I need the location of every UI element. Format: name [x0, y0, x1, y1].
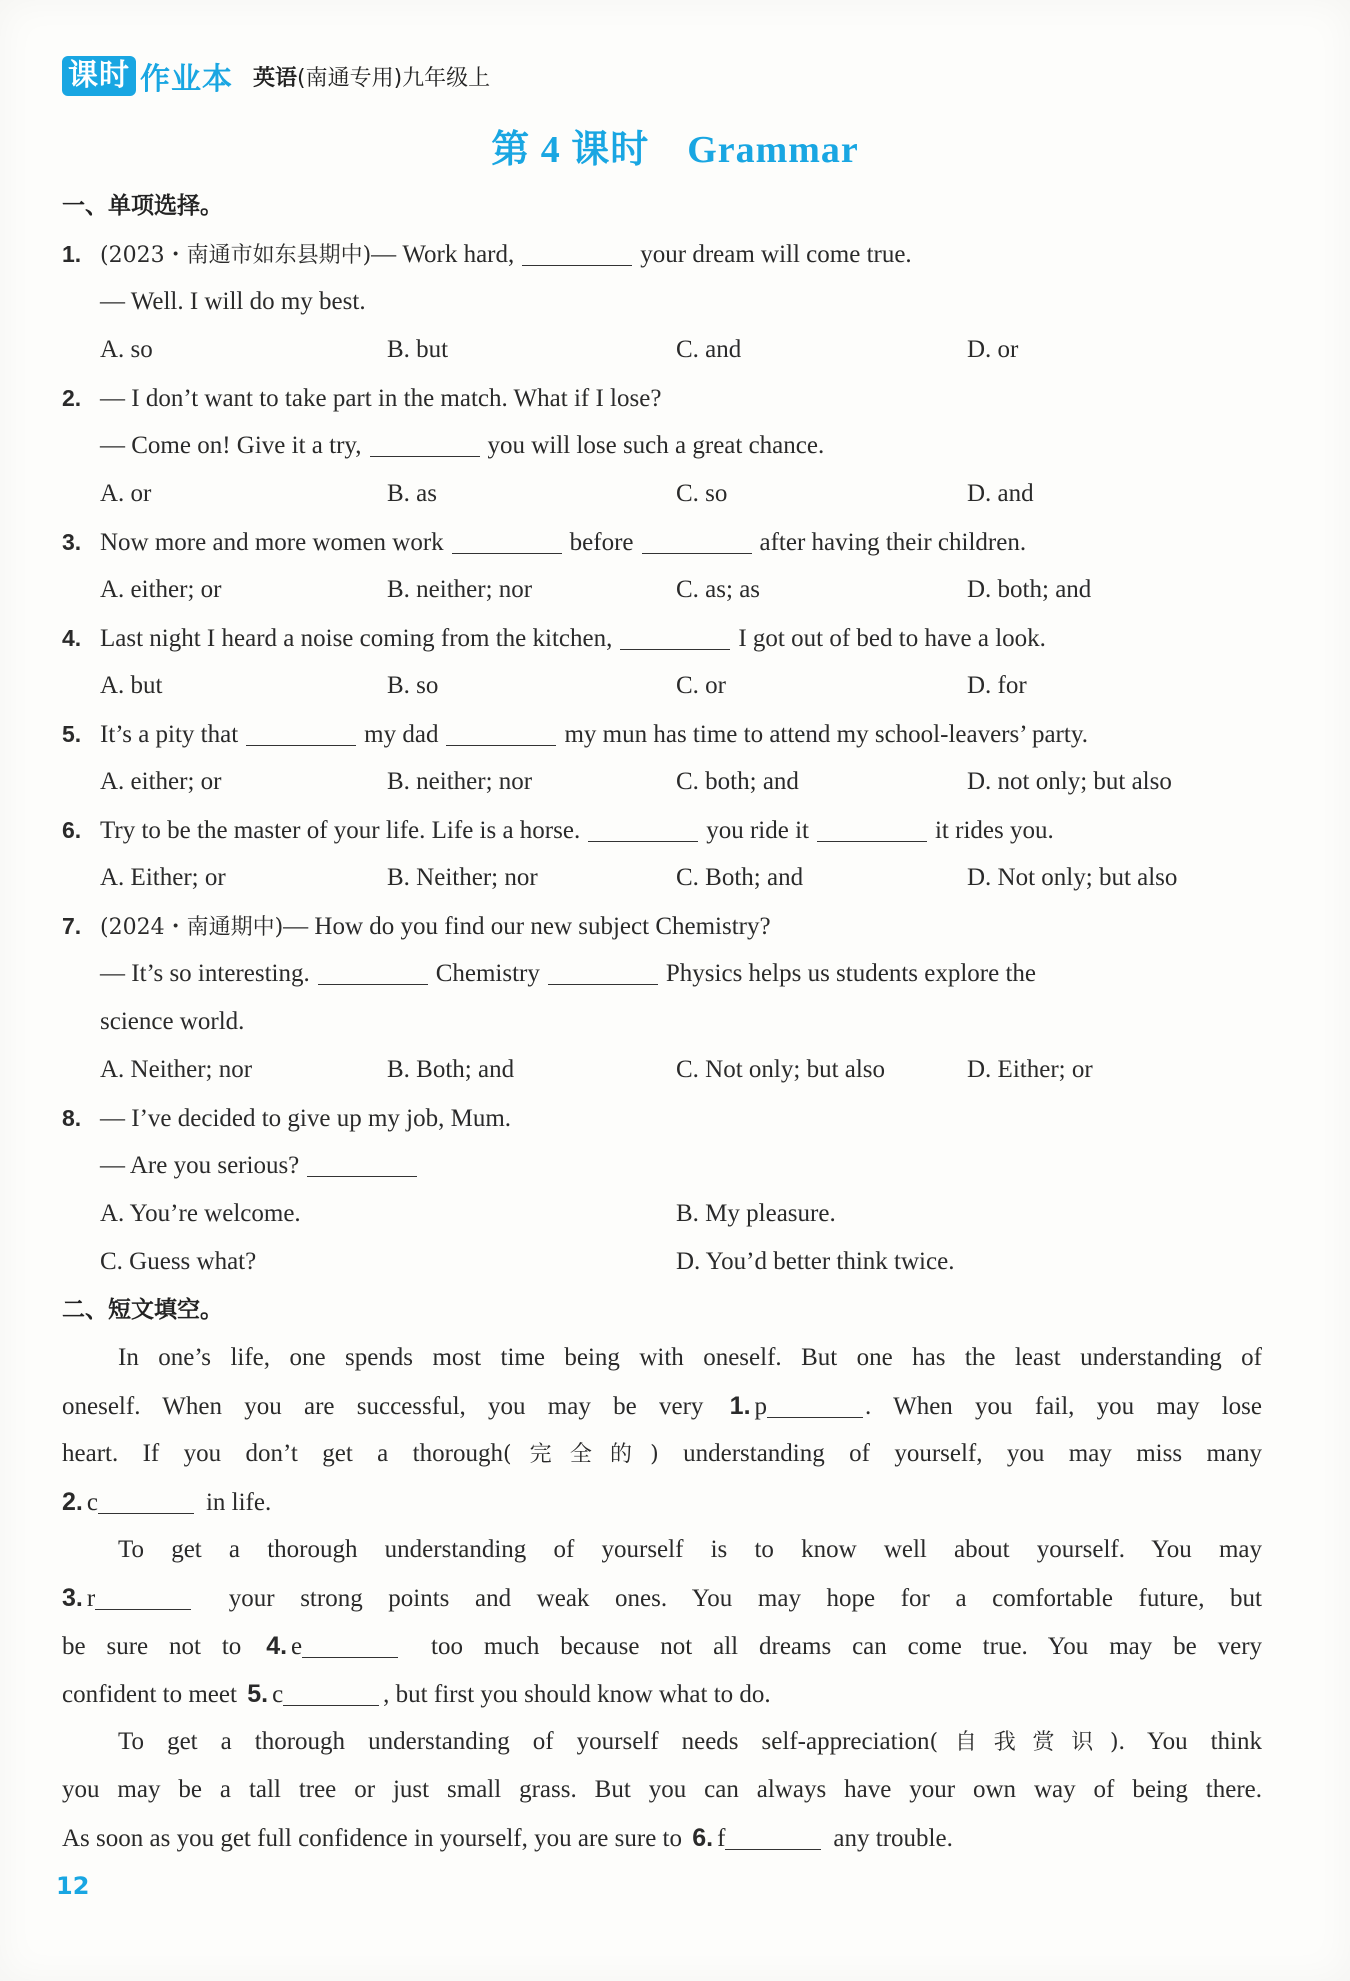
option-b[interactable]: B. neither; nor — [387, 768, 533, 795]
answer-blank[interactable] — [95, 1585, 191, 1610]
option-a[interactable]: A. either; or — [100, 768, 222, 795]
question-text: — Are you serious? — [100, 1152, 300, 1179]
option-b[interactable]: B. but — [387, 336, 449, 363]
option-c[interactable]: C. so — [676, 480, 728, 507]
passage-text: too much because not all dreams can come true. You may be very — [431, 1633, 1263, 1660]
blank-number: 3. — [62, 1584, 83, 1612]
question-2-reply — [62, 422, 1262, 470]
passage-line — [62, 1574, 1262, 1622]
question-6 — [62, 806, 1262, 854]
subject-name: 英语 — [253, 65, 298, 91]
question-1-options — [62, 326, 1262, 374]
passage-text: understanding of yourself, you may miss many — [683, 1440, 1263, 1467]
option-d[interactable]: D. not only; but also — [967, 768, 1172, 795]
option-d[interactable]: D. both; and — [967, 576, 1092, 603]
passage-line: you may be a tall tree or just small grass. But you can always have your own way of being there. — [62, 1776, 1262, 1803]
passage-line: In one’s life, one spends most time being with oneself. But one has the least understanding of — [118, 1344, 1262, 1371]
question-text: you ride it — [706, 817, 809, 844]
subject-note: (南通专用)九年级上 — [297, 65, 491, 91]
question-number: 7. — [62, 913, 82, 939]
option-d[interactable]: D. Not only; but also — [967, 864, 1178, 891]
blank-hint: c — [86, 1489, 98, 1516]
answer-blank[interactable] — [446, 721, 556, 746]
question-text: Physics helps us students explore the — [665, 960, 1036, 987]
question-3-options — [62, 566, 1262, 614]
answer-blank[interactable] — [588, 817, 698, 842]
option-b[interactable]: B. My pleasure. — [676, 1200, 836, 1227]
answer-blank[interactable] — [767, 1393, 863, 1418]
blank-hint: c — [272, 1681, 284, 1708]
question-text: Now more and more women work — [100, 529, 444, 556]
passage-line — [62, 1718, 1262, 1766]
passage-line — [62, 1814, 1262, 1862]
header-subject — [253, 61, 490, 92]
question-number: 5. — [62, 721, 82, 747]
passage-text: any trouble. — [833, 1825, 953, 1852]
passage-text: in life. — [205, 1489, 272, 1516]
question-text: before — [569, 529, 634, 556]
answer-blank[interactable] — [620, 625, 730, 650]
option-a[interactable]: A. Either; or — [100, 864, 226, 891]
option-b[interactable]: B. Neither; nor — [387, 864, 538, 891]
question-8-reply — [62, 1142, 1262, 1190]
passage-text: . You think — [1118, 1728, 1263, 1755]
logo-text: 作业本 — [140, 62, 233, 97]
option-c[interactable]: C. or — [676, 672, 726, 699]
question-7 — [62, 902, 1262, 950]
answer-blank[interactable] — [642, 529, 752, 554]
passage-text: . When you fail, you may lose — [865, 1393, 1262, 1420]
question-8 — [62, 1094, 1262, 1142]
lesson-topic: Grammar — [687, 129, 859, 171]
option-c[interactable]: C. and — [676, 336, 742, 363]
passage-line — [62, 1478, 1262, 1526]
passage-text: oneself. When you are successful, you may be very — [62, 1393, 704, 1420]
question-text: — I don’t want to take part in the match. What if I lose? — [100, 385, 662, 412]
question-number: 1. — [62, 241, 82, 267]
answer-blank[interactable] — [817, 817, 927, 842]
question-6-options — [62, 854, 1262, 902]
blank-number: 2. — [62, 1488, 83, 1516]
passage-text: As soon as you get full confidence in yourself, you are sure to — [62, 1825, 682, 1852]
option-a[interactable]: A. Neither; nor — [100, 1056, 253, 1083]
answer-blank[interactable] — [302, 1633, 398, 1658]
option-d[interactable]: D. for — [967, 672, 1027, 699]
question-text: — I’ve decided to give up my job, Mum. — [100, 1105, 512, 1132]
book-logo — [62, 56, 233, 96]
passage-text: be sure not to — [62, 1633, 242, 1660]
question-text: your dream will come true. — [640, 241, 912, 268]
answer-blank[interactable] — [522, 241, 632, 266]
answer-blank[interactable] — [307, 1152, 417, 1177]
blank-hint: r — [86, 1585, 96, 1612]
lesson-title — [0, 118, 1350, 173]
blank-number: 1. — [729, 1392, 751, 1420]
passage-text: confident to meet — [62, 1681, 237, 1708]
passage-line — [62, 1430, 1262, 1478]
question-5 — [62, 710, 1262, 758]
blank-hint: p — [754, 1393, 768, 1420]
question-text: — It’s so interesting. — [100, 960, 310, 987]
option-c[interactable]: C. Guess what? — [100, 1248, 257, 1275]
question-4 — [62, 614, 1262, 662]
question-text: It’s a pity that — [100, 721, 239, 748]
question-5-options — [62, 758, 1262, 806]
question-7-options — [62, 1046, 1262, 1094]
question-1-reply: — Well. I will do my best. — [100, 288, 366, 315]
blank-hint: f — [717, 1825, 726, 1852]
question-8-options-row1 — [62, 1190, 1262, 1238]
question-8-options-row2 — [62, 1238, 1262, 1286]
page-header — [62, 54, 490, 98]
option-d[interactable]: D. and — [967, 480, 1034, 507]
question-text: you will lose such a great chance. — [487, 432, 825, 459]
option-b[interactable]: B. Both; and — [387, 1056, 515, 1083]
option-d[interactable]: D. You’d better think twice. — [676, 1248, 955, 1275]
section-heading-multiple-choice: 一、单项选择。 — [62, 193, 223, 219]
question-2-options — [62, 470, 1262, 518]
passage-line — [62, 1670, 1262, 1718]
option-c[interactable]: C. as; as — [676, 576, 761, 603]
page-number: 12 — [56, 1872, 90, 1900]
passage-line — [62, 1382, 1262, 1430]
logo-box: 课时 — [62, 56, 136, 96]
question-7-reply-cont: science world. — [100, 1008, 245, 1035]
question-source: (2023・南通市如东县期中) — [100, 243, 372, 268]
question-7-reply — [62, 950, 1262, 998]
question-text: after having their children. — [759, 529, 1027, 556]
passage-text: , but first you should know what to do. — [383, 1681, 771, 1708]
answer-blank[interactable] — [370, 432, 480, 457]
question-text: — Come on! Give it a try, — [100, 432, 362, 459]
answer-blank[interactable] — [246, 721, 356, 746]
blank-number: 6. — [692, 1824, 714, 1852]
blank-number: 5. — [247, 1680, 269, 1708]
question-text: Chemistry — [435, 960, 540, 987]
question-text: Try to be the master of your life. Life is a horse. — [100, 817, 581, 844]
blank-hint: e — [291, 1633, 303, 1660]
option-a[interactable]: A. You’re welcome. — [100, 1200, 301, 1227]
passage-text: heart. If you don’t get a thorough — [62, 1440, 503, 1467]
question-text: Last night I heard a noise coming from the kitchen, — [100, 625, 613, 652]
option-b[interactable]: B. neither; nor — [387, 576, 533, 603]
option-b[interactable]: B. so — [387, 672, 439, 699]
passage-gloss: (自我赏识) — [929, 1730, 1119, 1755]
question-4-options — [62, 662, 1262, 710]
question-number: 6. — [62, 817, 82, 843]
question-source: (2024・南通期中) — [100, 915, 284, 940]
question-2 — [62, 374, 1262, 422]
option-d[interactable]: D. Either; or — [967, 1056, 1093, 1083]
passage-line — [62, 1622, 1262, 1670]
question-number: 3. — [62, 529, 82, 555]
answer-blank[interactable] — [725, 1825, 821, 1850]
option-a[interactable]: A. so — [100, 336, 153, 363]
answer-blank[interactable] — [548, 960, 658, 985]
option-c[interactable]: C. Both; and — [676, 864, 804, 891]
option-a[interactable]: A. either; or — [100, 576, 222, 603]
lesson-number: 第 4 课时 — [491, 129, 650, 171]
option-c[interactable]: C. Not only; but also — [676, 1056, 886, 1083]
option-c[interactable]: C. both; and — [676, 768, 799, 795]
question-text: — Work hard, — [371, 241, 515, 268]
answer-blank[interactable] — [452, 529, 562, 554]
option-a[interactable]: A. or — [100, 480, 152, 507]
passage-line: To get a thorough understanding of yourself is to know well about yourself. You may — [118, 1536, 1262, 1563]
question-text: my mun has time to attend my school-leavers’ party. — [564, 721, 1088, 748]
answer-blank[interactable] — [98, 1489, 194, 1514]
question-3 — [62, 518, 1262, 566]
question-text: I got out of bed to have a look. — [738, 625, 1046, 652]
question-1 — [62, 230, 1262, 278]
option-d[interactable]: D. or — [967, 336, 1019, 363]
question-text: my dad — [364, 721, 439, 748]
section-heading-cloze: 二、短文填空。 — [62, 1297, 223, 1323]
answer-blank[interactable] — [283, 1681, 379, 1706]
passage-text: To get a thorough understanding of yourself needs self-appreciation — [118, 1728, 930, 1755]
option-a[interactable]: A. but — [100, 672, 163, 699]
passage-gloss: (完全的) — [502, 1442, 659, 1467]
answer-blank[interactable] — [318, 960, 428, 985]
question-number: 2. — [62, 385, 82, 411]
option-b[interactable]: B. as — [387, 480, 437, 507]
blank-number: 4. — [266, 1632, 288, 1660]
question-text: it rides you. — [934, 817, 1054, 844]
question-text: — How do you find our new subject Chemistry? — [283, 913, 771, 940]
cloze-passage — [62, 1334, 1262, 1862]
passage-text: your strong points and weak ones. You may hope for a comfortable future, but — [228, 1585, 1262, 1612]
content — [62, 182, 1262, 1862]
question-number: 8. — [62, 1105, 82, 1131]
question-number: 4. — [62, 625, 82, 651]
